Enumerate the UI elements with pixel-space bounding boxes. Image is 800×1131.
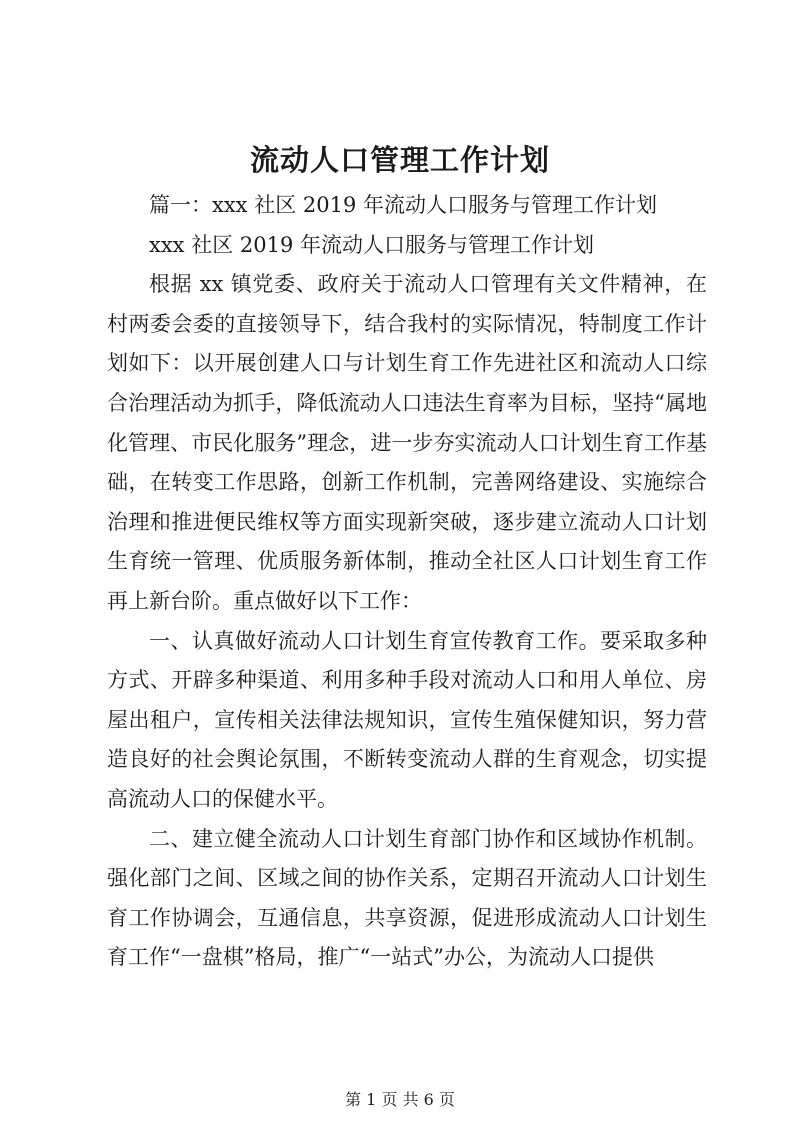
paragraph-intro: 根据 xx 镇党委、政府关于流动人口管理有关文件精神，在村两委会委的直接领导下，结合我村的实际情况，特制度工作计划如下：以开展创建人口与计划生育工作先进社区和流动人口综合治理活动为抓手，降低流动人口违法生育率为目标，坚持“属地化管理、市民化服务”理念，进一步夯实流动人口计划生育工作基础，在转变工作思路，创新工作机制，完善网络建设、实施综合治理和推进便民维权等方面实现新突破，逐步建立流动人口计划生育统一管理、优质服务新体制，推动全社区人口计划生育工作再上新台阶。重点做好以下工作： <box>107 272 707 613</box>
page-number: 第 1 页 共 6 页 <box>345 1090 455 1109</box>
paragraph-item-2: 二、建立健全流动人口计划生育部门协作和区域协作机制。强化部门之间、区域之间的协作关系，定期召开流动人口计划生育工作协调会，互通信息，共享资源，促进形成流动人口计划生育工作“一盘棋”格局，推广“一站式”办公，为流动人口提供 <box>107 826 707 970</box>
subheading: xxx 社区 2019 年流动人口服务与管理工作计划 <box>149 232 594 257</box>
paragraph-item-1: 一、认真做好流动人口计划生育宣传教育工作。要采取多种方式、开辟多种渠道、利用多种手段对流动人口和用人单位、房屋出租户，宣传相关法律法规知识，宣传生殖保健知识，努力营造良好的社会舆论氛围，不断转变流动人群的生育观念，切实提高流动人口的保健水平。 <box>107 628 707 811</box>
section-heading: 篇一：xxx 社区 2019 年流动人口服务与管理工作计划 <box>149 193 657 217</box>
document-body <box>107 186 707 978</box>
document-title: 流动人口管理工作计划 <box>249 143 550 177</box>
